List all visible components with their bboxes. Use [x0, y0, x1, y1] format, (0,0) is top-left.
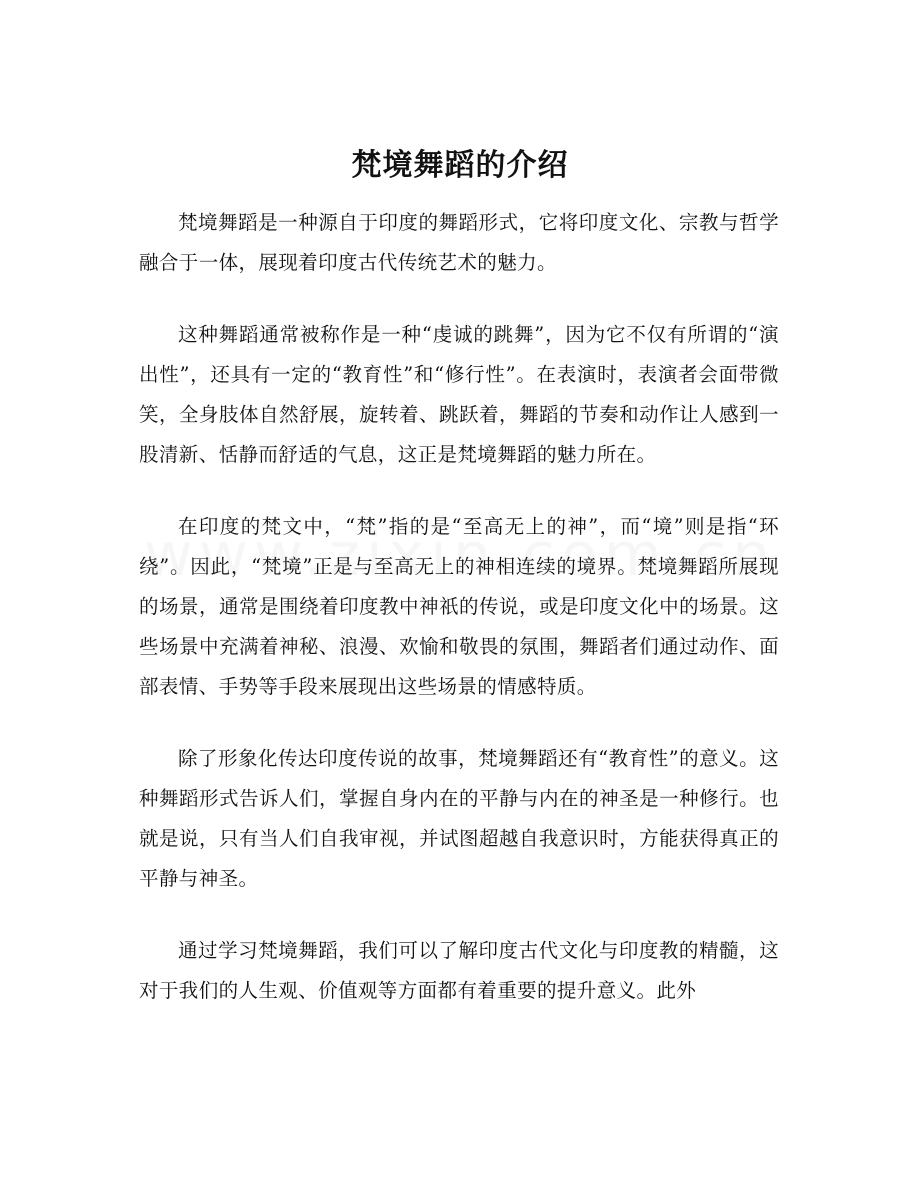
paragraph-2: 这种舞蹈通常被称作是一种“虔诚的跳舞”，因为它不仅有所谓的“演出性”，还具有一定的“教育性”和“修行性”。在表演时，表演者会面带微笑，全身肢体自然舒展，旋转着、跳跃着，舞蹈的节奏和动作让人感到一股清新、恬静而舒适的气息，这正是梵境舞蹈的魅力所在。 [139, 323, 779, 466]
paragraph-1: 梵境舞蹈是一种源自于印度的舞蹈形式，它将印度文化、宗教与哲学融合于一体，展现着印度古代传统艺术的魅力。 [139, 211, 779, 274]
document-body [139, 203, 779, 1011]
paragraph-5: 通过学习梵境舞蹈，我们可以了解印度古代文化与印度教的精髓，这对于我们的人生观、价值观等方面都有着重要的提升意义。此外 [139, 939, 779, 1002]
paragraph-4: 除了形象化传达印度传说的故事，梵境舞蹈还有“教育性”的意义。这种舞蹈形式告诉人们，掌握自身内在的平静与内在的神圣是一种修行。也就是说，只有当人们自我审视，并试图超越自我意识时，方能获得真正的平静与神圣。 [139, 747, 779, 890]
document-title: 梵境舞蹈的介绍 [351, 148, 569, 183]
paragraph-3: 在印度的梵文中，“梵”指的是“至高无上的神”，而“境”则是指“环绕”。因此，“梵境”正是与至高无上的神相连续的境界。梵境舞蹈所展现的场景，通常是围绕着印度教中神祇的传说，或是印度文化中的场景。这些场景中充满着神秘、浪漫、欢愉和敬畏的氛围，舞蹈者们通过动作、面部表情、手势等手段来展现出这些场景的情感特质。 [139, 515, 779, 698]
